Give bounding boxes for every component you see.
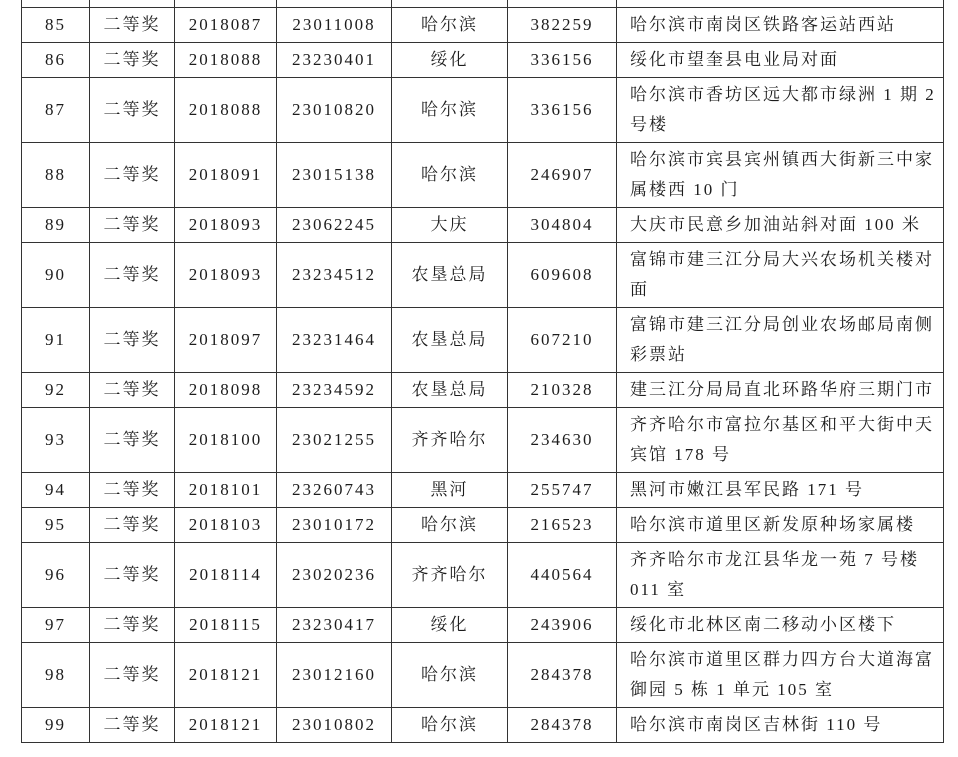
cell-index: 97 [22,608,90,643]
table-row [22,8,944,43]
table-row [22,543,944,608]
cell-city: 农垦总局 [392,243,508,308]
cell-code: 382259 [508,8,617,43]
cell-city: 农垦总局 [392,308,508,373]
cell-code: 336156 [508,43,617,78]
cell-prize: 二等奖 [90,608,175,643]
cell-station: 23020236 [277,543,392,608]
table-row [22,473,944,508]
cell-address: 哈尔滨市宾县宾州镇西大街新三中家属楼西 10 门 [617,143,944,208]
cell-address: 哈尔滨市道里区群力四方台大道海富御园 5 栋 1 单元 105 室 [617,643,944,708]
table-row [22,408,944,473]
cell-address: 哈尔滨市香坊区远大都市绿洲 1 期 2 号楼 [617,78,944,143]
cell-draw: 2018103 [175,508,277,543]
clipped-cell [277,0,392,8]
clipped-cell [508,0,617,8]
cell-code: 440564 [508,543,617,608]
cell-index: 99 [22,708,90,743]
cell-station: 23260743 [277,473,392,508]
cell-code: 216523 [508,508,617,543]
cell-code: 304804 [508,208,617,243]
cell-index: 93 [22,408,90,473]
cell-station: 23012160 [277,643,392,708]
table-row [22,608,944,643]
cell-city: 农垦总局 [392,373,508,408]
cell-address: 建三江分局局直北环路华府三期门市 [617,373,944,408]
cell-city: 绥化 [392,43,508,78]
cell-prize: 二等奖 [90,78,175,143]
cell-address: 哈尔滨市南岗区铁路客运站西站 [617,8,944,43]
cell-city: 哈尔滨 [392,643,508,708]
cell-city: 哈尔滨 [392,508,508,543]
cell-code: 210328 [508,373,617,408]
cell-prize: 二等奖 [90,708,175,743]
table-row [22,243,944,308]
cell-prize: 二等奖 [90,243,175,308]
cell-draw: 2018098 [175,373,277,408]
cell-index: 95 [22,508,90,543]
table-row [22,43,944,78]
clipped-cell [392,0,508,8]
clipped-cell [22,0,90,8]
cell-draw: 2018091 [175,143,277,208]
cell-draw: 2018088 [175,78,277,143]
clipped-cell [617,0,944,8]
cell-draw: 2018088 [175,43,277,78]
cell-draw: 2018093 [175,208,277,243]
table-row [22,208,944,243]
cell-city: 哈尔滨 [392,78,508,143]
table-row [22,78,944,143]
cell-station: 23062245 [277,208,392,243]
table-row [22,308,944,373]
cell-prize: 二等奖 [90,208,175,243]
cell-index: 92 [22,373,90,408]
table-row [22,373,944,408]
cell-prize: 二等奖 [90,308,175,373]
cell-address: 哈尔滨市道里区新发原种场家属楼 [617,508,944,543]
table-row [22,143,944,208]
cell-prize: 二等奖 [90,643,175,708]
cell-prize: 二等奖 [90,473,175,508]
cell-draw: 2018100 [175,408,277,473]
cell-address: 哈尔滨市南岗区吉林街 110 号 [617,708,944,743]
cell-city: 大庆 [392,208,508,243]
table-row [22,643,944,708]
cell-index: 98 [22,643,90,708]
cell-index: 91 [22,308,90,373]
cell-station: 23010820 [277,78,392,143]
cell-prize: 二等奖 [90,543,175,608]
cell-station: 23010802 [277,708,392,743]
cell-draw: 2018101 [175,473,277,508]
cell-draw: 2018121 [175,643,277,708]
cell-station: 23230401 [277,43,392,78]
cell-index: 96 [22,543,90,608]
cell-prize: 二等奖 [90,508,175,543]
cell-station: 23015138 [277,143,392,208]
cell-code: 284378 [508,643,617,708]
table-row [22,708,944,743]
cell-address: 绥化市北林区南二移动小区楼下 [617,608,944,643]
clipped-cell [90,0,175,8]
cell-code: 336156 [508,78,617,143]
cell-address: 富锦市建三江分局大兴农场机关楼对面 [617,243,944,308]
cell-address: 黑河市嫩江县军民路 171 号 [617,473,944,508]
cell-index: 87 [22,78,90,143]
cell-draw: 2018114 [175,543,277,608]
cell-index: 85 [22,8,90,43]
cell-code: 607210 [508,308,617,373]
cell-city: 哈尔滨 [392,708,508,743]
cell-station: 23011008 [277,8,392,43]
cell-address: 富锦市建三江分局创业农场邮局南侧彩票站 [617,308,944,373]
cell-address: 齐齐哈尔市富拉尔基区和平大街中天宾馆 178 号 [617,408,944,473]
cell-draw: 2018115 [175,608,277,643]
cell-city: 齐齐哈尔 [392,408,508,473]
cell-code: 234630 [508,408,617,473]
cell-index: 94 [22,473,90,508]
cell-prize: 二等奖 [90,43,175,78]
table-row [22,508,944,543]
cell-prize: 二等奖 [90,143,175,208]
cell-address: 大庆市民意乡加油站斜对面 100 米 [617,208,944,243]
cell-code: 255747 [508,473,617,508]
cell-draw: 2018093 [175,243,277,308]
cell-station: 23230417 [277,608,392,643]
cell-station: 23010172 [277,508,392,543]
cell-draw: 2018087 [175,8,277,43]
cell-prize: 二等奖 [90,8,175,43]
clipped-previous-row [22,0,944,8]
cell-index: 90 [22,243,90,308]
cell-address: 齐齐哈尔市龙江县华龙一苑 7 号楼 011 室 [617,543,944,608]
clipped-cell [175,0,277,8]
cell-draw: 2018121 [175,708,277,743]
cell-station: 23231464 [277,308,392,373]
cell-index: 86 [22,43,90,78]
cell-station: 23234592 [277,373,392,408]
cell-prize: 二等奖 [90,408,175,473]
prize-winners-table [21,0,944,743]
cell-prize: 二等奖 [90,373,175,408]
cell-city: 哈尔滨 [392,8,508,43]
cell-city: 绥化 [392,608,508,643]
cell-draw: 2018097 [175,308,277,373]
cell-code: 246907 [508,143,617,208]
cell-code: 284378 [508,708,617,743]
cell-index: 88 [22,143,90,208]
cell-address: 绥化市望奎县电业局对面 [617,43,944,78]
cell-city: 黑河 [392,473,508,508]
cell-station: 23234512 [277,243,392,308]
cell-code: 243906 [508,608,617,643]
cell-index: 89 [22,208,90,243]
cell-city: 哈尔滨 [392,143,508,208]
cell-city: 齐齐哈尔 [392,543,508,608]
prize-winners-tbody [22,0,944,743]
cell-station: 23021255 [277,408,392,473]
cell-code: 609608 [508,243,617,308]
